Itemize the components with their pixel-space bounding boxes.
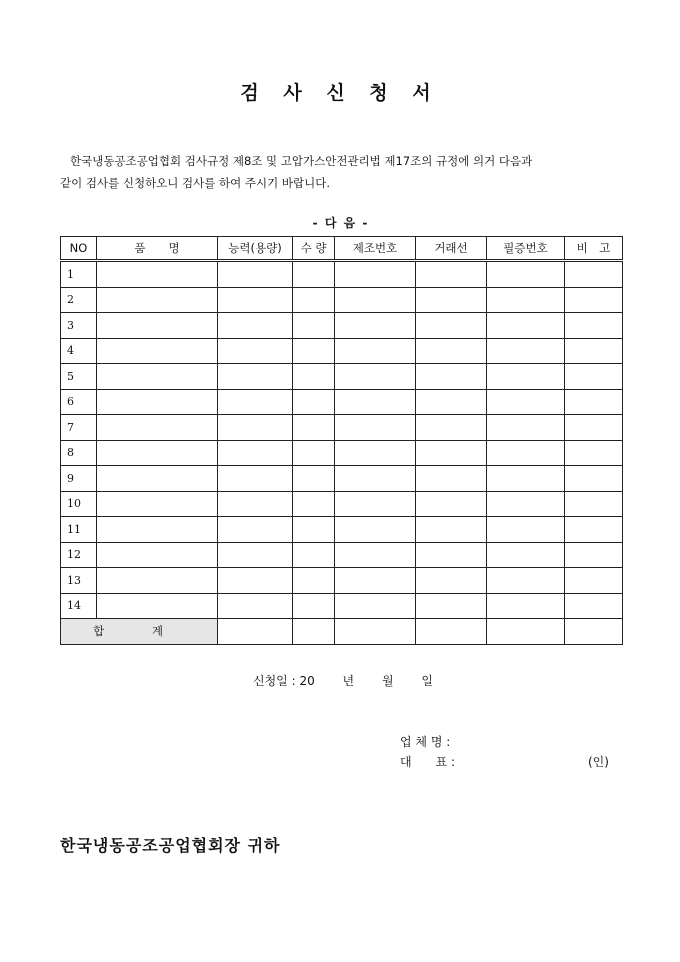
- intro-line-2: 같이 검사를 신청하오니 검사를 하여 주시기 바랍니다.: [60, 176, 330, 190]
- table-cell[interactable]: [487, 593, 565, 619]
- table-cell[interactable]: [97, 491, 218, 517]
- table-cell[interactable]: [565, 542, 623, 568]
- table-cell[interactable]: [565, 313, 623, 339]
- table-cell[interactable]: [487, 542, 565, 568]
- table-cell[interactable]: [293, 287, 335, 313]
- row-number: 9: [61, 466, 97, 492]
- table-row: [61, 440, 623, 466]
- table-cell[interactable]: [335, 261, 416, 288]
- total-cell[interactable]: [293, 619, 335, 645]
- table-cell[interactable]: [218, 338, 293, 364]
- table-cell[interactable]: [335, 338, 416, 364]
- date-month-label: 월: [381, 674, 394, 688]
- total-cell[interactable]: [487, 619, 565, 645]
- table-cell[interactable]: [293, 440, 335, 466]
- table-cell[interactable]: [565, 517, 623, 543]
- row-number: 3: [61, 313, 97, 339]
- table-cell[interactable]: [218, 568, 293, 594]
- table-cell[interactable]: [565, 568, 623, 594]
- form-title: 검 사 신 청 서: [240, 82, 440, 104]
- row-number: 11: [61, 517, 97, 543]
- intro-paragraph: [60, 150, 622, 194]
- table-cell[interactable]: [416, 287, 487, 313]
- row-number: 8: [61, 440, 97, 466]
- seal-mark: (인): [588, 755, 609, 769]
- table-cell[interactable]: [293, 542, 335, 568]
- table-cell[interactable]: [565, 440, 623, 466]
- table-cell[interactable]: [293, 466, 335, 492]
- table-cell[interactable]: [97, 568, 218, 594]
- table-cell[interactable]: [487, 517, 565, 543]
- row-number: 1: [61, 261, 97, 288]
- table-cell[interactable]: [487, 389, 565, 415]
- table-cell[interactable]: [97, 364, 218, 390]
- table-cell[interactable]: [565, 593, 623, 619]
- table-cell[interactable]: [97, 261, 218, 288]
- table-cell[interactable]: [565, 491, 623, 517]
- table-cell[interactable]: [293, 313, 335, 339]
- table-row: [61, 338, 623, 364]
- application-date: [253, 672, 438, 689]
- table-cell[interactable]: [565, 287, 623, 313]
- table-cell[interactable]: [335, 542, 416, 568]
- column-header: NO: [61, 237, 97, 261]
- table-cell[interactable]: [416, 440, 487, 466]
- table-cell[interactable]: [416, 491, 487, 517]
- table-cell[interactable]: [218, 440, 293, 466]
- table-cell[interactable]: [487, 491, 565, 517]
- column-header: 능력(용량): [218, 237, 293, 261]
- table-cell[interactable]: [97, 542, 218, 568]
- table-row: [61, 542, 623, 568]
- column-header: 품 명: [97, 237, 218, 261]
- row-number: 10: [61, 491, 97, 517]
- table-cell[interactable]: [335, 415, 416, 441]
- table-cell[interactable]: [565, 415, 623, 441]
- table-row: [61, 313, 623, 339]
- table-cell[interactable]: [416, 517, 487, 543]
- row-number: 7: [61, 415, 97, 441]
- table-row: [61, 415, 623, 441]
- table-cell[interactable]: [218, 415, 293, 441]
- table-cell[interactable]: [416, 389, 487, 415]
- table-cell[interactable]: [97, 440, 218, 466]
- representative-label: 대 표 :: [400, 755, 456, 769]
- table-cell[interactable]: [335, 466, 416, 492]
- table-cell[interactable]: [487, 261, 565, 288]
- table-cell[interactable]: [416, 338, 487, 364]
- column-header: 제조번호: [335, 237, 416, 261]
- total-row: [61, 619, 623, 645]
- table-cell[interactable]: [565, 261, 623, 288]
- table-row: [61, 287, 623, 313]
- table-row: [61, 389, 623, 415]
- table-cell[interactable]: [565, 338, 623, 364]
- inspection-items-table: [60, 236, 623, 645]
- table-row: [61, 568, 623, 594]
- table-cell[interactable]: [218, 517, 293, 543]
- recipient-line: 한국냉동공조공업협회장 귀하: [60, 836, 281, 855]
- table-cell[interactable]: [565, 466, 623, 492]
- table-cell[interactable]: [97, 466, 218, 492]
- table-row: [61, 261, 623, 288]
- table-cell[interactable]: [487, 287, 565, 313]
- table-cell[interactable]: [565, 364, 623, 390]
- table-cell[interactable]: [416, 261, 487, 288]
- table-cell[interactable]: [416, 364, 487, 390]
- row-number: 2: [61, 287, 97, 313]
- table-cell[interactable]: [293, 415, 335, 441]
- table-cell[interactable]: [335, 440, 416, 466]
- table-cell[interactable]: [218, 542, 293, 568]
- table-row: [61, 491, 623, 517]
- table-cell[interactable]: [293, 389, 335, 415]
- table-row: [61, 364, 623, 390]
- table-cell[interactable]: [487, 568, 565, 594]
- row-number: 5: [61, 364, 97, 390]
- column-header: 거래선: [416, 237, 487, 261]
- table-cell[interactable]: [487, 364, 565, 390]
- table-cell[interactable]: [416, 415, 487, 441]
- table-cell[interactable]: [218, 593, 293, 619]
- intro-line-1: 한국냉동공조공업협회 검사규정 제8조 및 고압가스안전관리법 제17조의 규정에 의거 다음과: [70, 154, 533, 168]
- subheading: - 다 음 -: [312, 216, 368, 230]
- table-cell[interactable]: [97, 287, 218, 313]
- row-number: 4: [61, 338, 97, 364]
- table-cell[interactable]: [293, 338, 335, 364]
- table-cell[interactable]: [97, 415, 218, 441]
- table-cell[interactable]: [97, 593, 218, 619]
- table-cell[interactable]: [218, 466, 293, 492]
- table-cell[interactable]: [218, 389, 293, 415]
- table-cell[interactable]: [293, 364, 335, 390]
- table-cell[interactable]: [293, 517, 335, 543]
- table-cell[interactable]: [218, 287, 293, 313]
- table-cell[interactable]: [293, 491, 335, 517]
- total-cell[interactable]: [218, 619, 293, 645]
- column-header: 수 량: [293, 237, 335, 261]
- table-cell[interactable]: [218, 313, 293, 339]
- table-cell[interactable]: [416, 542, 487, 568]
- table-cell[interactable]: [293, 261, 335, 288]
- table-cell[interactable]: [293, 593, 335, 619]
- row-number: 13: [61, 568, 97, 594]
- total-label: 합 계: [61, 619, 218, 645]
- table-cell[interactable]: [335, 593, 416, 619]
- table-cell[interactable]: [416, 568, 487, 594]
- table-cell[interactable]: [335, 287, 416, 313]
- table-cell[interactable]: [97, 313, 218, 339]
- table-cell[interactable]: [335, 389, 416, 415]
- date-label: 신청일 : 20: [253, 674, 315, 688]
- table-cell[interactable]: [487, 440, 565, 466]
- table-cell[interactable]: [218, 261, 293, 288]
- table-row: [61, 593, 623, 619]
- table-header-row: [61, 237, 623, 261]
- table-cell[interactable]: [565, 389, 623, 415]
- table-cell[interactable]: [97, 389, 218, 415]
- date-year-label: 년: [342, 674, 355, 688]
- total-cell[interactable]: [565, 619, 623, 645]
- date-day-label: 일: [421, 674, 433, 688]
- table-cell[interactable]: [335, 313, 416, 339]
- company-name-label: 업 체 명 :: [400, 735, 451, 749]
- table-cell[interactable]: [335, 568, 416, 594]
- row-number: 6: [61, 389, 97, 415]
- table-cell[interactable]: [416, 313, 487, 339]
- row-number: 14: [61, 593, 97, 619]
- table-cell[interactable]: [335, 364, 416, 390]
- table-row: [61, 517, 623, 543]
- table-cell[interactable]: [293, 568, 335, 594]
- table-cell[interactable]: [335, 517, 416, 543]
- column-header: 비 고: [565, 237, 623, 261]
- table-cell[interactable]: [416, 466, 487, 492]
- total-cell[interactable]: [416, 619, 487, 645]
- table-cell[interactable]: [218, 491, 293, 517]
- table-cell[interactable]: [335, 491, 416, 517]
- total-cell[interactable]: [335, 619, 416, 645]
- table-row: [61, 466, 623, 492]
- table-cell[interactable]: [218, 364, 293, 390]
- table-cell[interactable]: [487, 466, 565, 492]
- table-cell[interactable]: [416, 593, 487, 619]
- row-number: 12: [61, 542, 97, 568]
- table-cell[interactable]: [487, 415, 565, 441]
- table-cell[interactable]: [487, 313, 565, 339]
- table-cell[interactable]: [97, 517, 218, 543]
- column-header: 필증번호: [487, 237, 565, 261]
- table-cell[interactable]: [487, 338, 565, 364]
- table-cell[interactable]: [97, 338, 218, 364]
